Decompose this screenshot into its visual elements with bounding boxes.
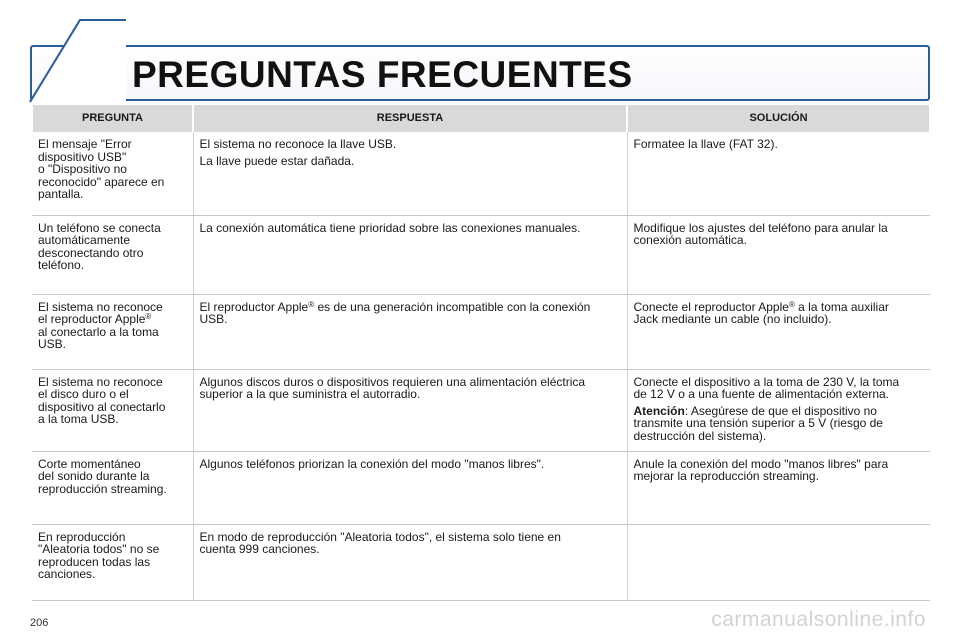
solution-cell xyxy=(627,524,930,600)
table-row xyxy=(32,451,930,524)
solution-cell: Conecte el dispositivo a la toma de 230 V, la toma de 12 V o a una fuente de alimentación externa. Atención: Asegúrese de que el dispositivo no transmite una tensión superior a 5 V (riesgo de destrucción del sistema). xyxy=(627,369,930,451)
table-row xyxy=(32,132,930,215)
solution-cell: Conecte el reproductor Apple® a la toma auxiliar Jack mediante un cable (no incluido). xyxy=(627,294,930,369)
solution-cell: Anule la conexión del modo "manos libres" para mejorar la reproducción streaming. xyxy=(627,451,930,524)
faq-table xyxy=(31,105,931,601)
question-cell: Corte momentáneo del sonido durante la reproducción streaming. xyxy=(32,451,193,524)
column-header-question: PREGUNTA xyxy=(32,105,193,132)
table-row xyxy=(32,294,930,369)
answer-cell: Algunos discos duros o dispositivos requieren una alimentación eléctrica superior a la que suministra el autorradio. xyxy=(193,369,627,451)
answer-cell: La conexión automática tiene prioridad sobre las conexiones manuales. xyxy=(193,215,627,294)
registered-mark: ® xyxy=(788,299,795,309)
registered-mark: ® xyxy=(308,299,315,309)
solution-cell: Modifique los ajustes del teléfono para anular la conexión automática. xyxy=(627,215,930,294)
table-row xyxy=(32,369,930,451)
column-header-solution: SOLUCIÓN xyxy=(627,105,930,132)
answer-cell: El reproductor Apple® es de una generación incompatible con la conexión USB. xyxy=(193,294,627,369)
page-title: PREGUNTAS FRECUENTES xyxy=(132,54,633,95)
table-header-row xyxy=(32,105,930,132)
table-row xyxy=(32,215,930,294)
question-cell: Un teléfono se conecta automáticamente desconectando otro teléfono. xyxy=(32,215,193,294)
question-cell: En reproducción "Aleatoria todos" no se reproducen todas las canciones. xyxy=(32,524,193,600)
question-cell: El sistema no reconoce el disco duro o el dispositivo al conectarlo a la toma USB. xyxy=(32,369,193,451)
answer-cell: El sistema no reconoce la llave USB. La llave puede estar dañada. xyxy=(193,132,627,215)
warning-label: Atención xyxy=(633,403,685,418)
banner-corner-decoration xyxy=(28,18,128,104)
column-header-answer: RESPUESTA xyxy=(193,105,627,132)
answer-cell: En modo de reproducción "Aleatoria todos", el sistema solo tiene en cuenta 999 canciones. xyxy=(193,524,627,600)
watermark: carmanualsonline.info xyxy=(711,608,926,631)
solution-cell: Formatee la llave (FAT 32). xyxy=(627,132,930,215)
page-number: 206 xyxy=(30,617,49,629)
table-row xyxy=(32,524,930,600)
question-cell: El sistema no reconoce el reproductor Apple® al conectarlo a la toma USB. xyxy=(32,294,193,369)
answer-cell: Algunos teléfonos priorizan la conexión del modo "manos libres". xyxy=(193,451,627,524)
question-cell: El mensaje "Error dispositivo USB" o "Dispositivo no reconocido" aparece en pantalla. xyxy=(32,132,193,215)
registered-mark: ® xyxy=(145,312,152,321)
